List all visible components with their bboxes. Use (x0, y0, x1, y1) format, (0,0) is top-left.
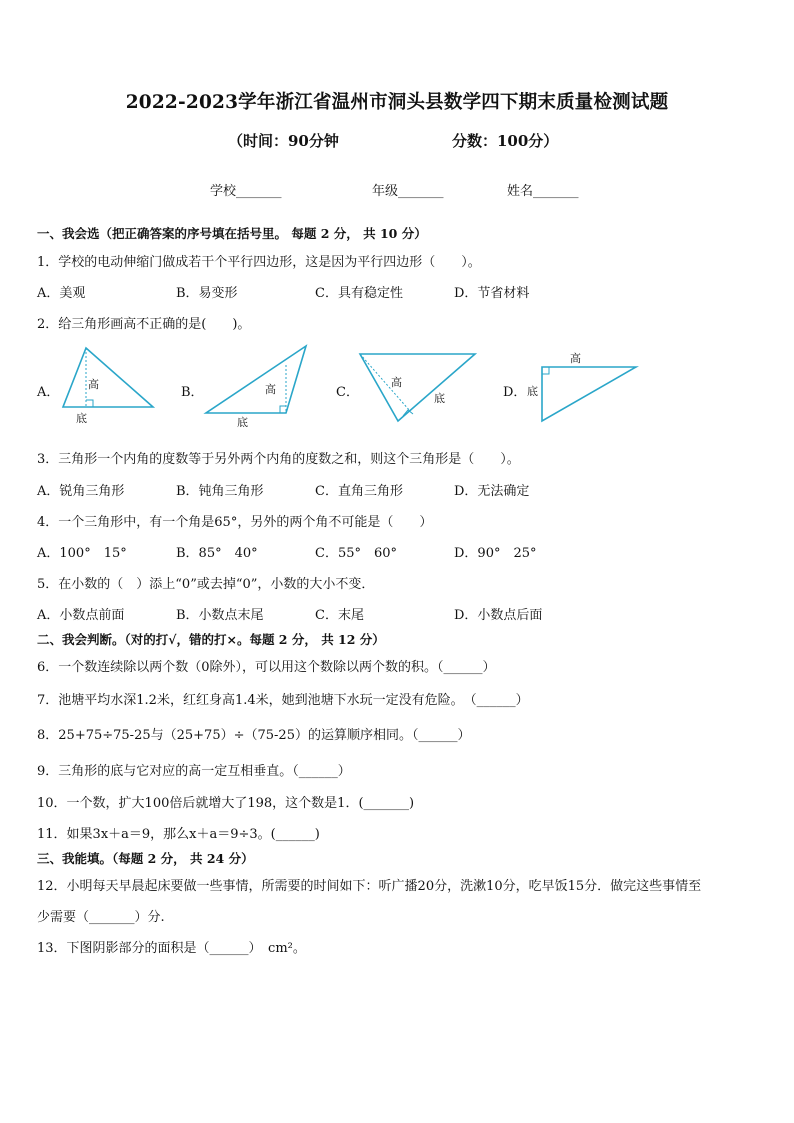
q4-option-d: D．90° 25° (454, 546, 537, 561)
triangle-d-di: 底 (527, 385, 538, 398)
question-12-line-2: 少需要（_______）分. (37, 910, 165, 925)
question-9: 9．三角形的底与它对应的高一定互相垂直。（______） (37, 764, 351, 779)
triangle-b-di: 底 (237, 416, 248, 429)
q2-option-d: D． (503, 385, 527, 400)
name-field: 姓名_______ (507, 184, 579, 199)
q2-option-c: C． (336, 385, 359, 400)
triangle-b-figure (202, 343, 312, 433)
q5-option-c: C．末尾 (315, 608, 364, 623)
triangle-c-gao: 高 (391, 376, 402, 389)
q3-option-c: C．直角三角形 (315, 484, 403, 499)
question-6: 6．一个数连续除以两个数（0除外），可以用这个数除以两个数的积。（______） (37, 660, 496, 675)
q4-option-a: A．100° 15° (37, 546, 127, 561)
q4-option-b: B．85° 40° (176, 546, 258, 561)
section-1-heading: 一、我会选（把正确答案的序号填在括号里。 每题 2 分， 共 10 分） (37, 226, 427, 241)
question-10: 10．一个数，扩大100倍后就增大了198，这个数是1．(_______) (37, 796, 415, 811)
school-field: 学校_______ (210, 184, 282, 199)
question-13: 13．下图阴影部分的面积是（______） cm²。 (37, 941, 306, 956)
q5-option-a: A．小数点前面 (37, 608, 125, 623)
q2-option-a: A． (37, 385, 60, 400)
question-12-line-1: 12．小明每天早晨起床要做一些事情，所需要的时间如下：听广播20分，洗漱10分，吃早饭15分．做完这些事情至 (37, 879, 702, 894)
question-11: 11．如果3x＋a＝9，那么x＋a＝9÷3。(______) (37, 827, 320, 842)
triangle-d-gao: 高 (570, 352, 581, 365)
q4-option-c: C．55° 60° (315, 546, 398, 561)
q1-option-d: D．节省材料 (454, 286, 530, 301)
triangle-a-gao: 高 (88, 378, 99, 391)
section-3-heading: 三、我能填。（每题 2 分， 共 24 分） (37, 851, 254, 866)
question-3: 3．三角形一个内角的度数等于另外两个内角的度数之和，则这个三角形是（ ）。 (37, 452, 520, 467)
q3-option-d: D．无法确定 (454, 484, 530, 499)
q1-option-b: B．易变形 (176, 286, 238, 301)
section-2-heading: 二、我会判断。（对的打√，错的打×。每题 2 分， 共 12 分） (37, 632, 385, 647)
page-title: 2022-2023学年浙江省温州市洞头县数学四下期末质量检测试题 (125, 92, 669, 113)
q3-option-b: B．钝角三角形 (176, 484, 264, 499)
q3-option-a: A．锐角三角形 (37, 484, 125, 499)
q2-option-b: B． (181, 385, 204, 400)
triangle-c-di: 底 (434, 392, 445, 405)
question-1: 1．学校的电动伸缩门做成若干个平行四边形，这是因为平行四边形（ ）。 (37, 255, 481, 270)
grade-field: 年级_______ (372, 184, 444, 199)
triangle-a-figure (58, 343, 158, 428)
triangle-d-figure (520, 347, 640, 427)
q5-option-b: B．小数点末尾 (176, 608, 264, 623)
triangle-c-figure (355, 350, 480, 428)
q1-option-a: A．美观 (37, 286, 86, 301)
question-8: 8．25+75÷75-25与（25+75）÷（75-25）的运算顺序相同。（______） (37, 728, 471, 743)
question-2: 2．给三角形画高不正确的是( )。 (37, 317, 251, 332)
q1-option-c: C．具有稳定性 (315, 286, 403, 301)
exam-time: （时间：90分钟 (228, 132, 339, 150)
triangle-b-gao: 高 (265, 383, 276, 396)
triangle-a-di: 底 (76, 412, 87, 425)
question-7: 7．池塘平均水深1.2米，红红身高1.4米，她到池塘下水玩一定没有危险。 （______） (37, 693, 529, 708)
question-5: 5．在小数的（ ）添上“0”或去掉“0”，小数的大小不变． (37, 577, 375, 592)
question-4: 4．一个三角形中，有一个角是65°，另外的两个角不可能是（ ） (37, 515, 433, 530)
q5-option-d: D．小数点后面 (454, 608, 543, 623)
exam-score: 分数：100分） (452, 132, 559, 150)
